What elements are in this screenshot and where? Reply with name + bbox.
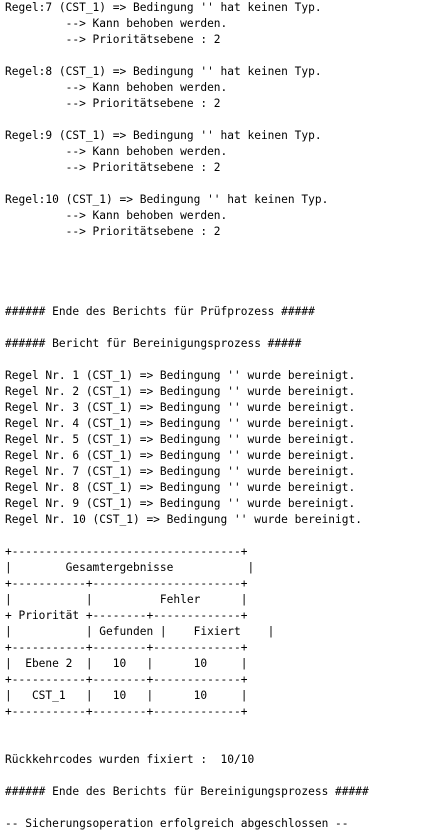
log-line [5,176,440,192]
section-end-check-report: ###### Ende des Berichts für Prüfprozess ##### [5,305,315,318]
section-start-cleanup-report: ###### Bericht für Bereinigungsprozess ##### [5,337,302,350]
log-line: Regel:8 (CST_1) => Bedingung '' hat keinen Typ. [5,65,322,78]
log-line [5,352,440,368]
log-line: --> Kann behoben werden. [5,145,228,158]
return-codes-line: Rückkehrcodes wurden fixiert : 10/10 [5,753,255,766]
log-line [5,736,440,752]
summary-table-line: | CST_1 | 10 | 10 | [5,689,248,702]
backup-success-line: -- Sicherungsoperation erfolgreich abgeschlossen -- [5,817,349,830]
cleanup-rule-line: Regel Nr. 4 (CST_1) => Bedingung '' wurde bereinigt. [5,417,356,430]
section-end-cleanup-report: ###### Ende des Berichts für Bereinigungsprozess ##### [5,785,369,798]
log-line [5,256,440,272]
log-line [5,272,440,288]
summary-table-line: +-----------+--------+-------------+ [5,641,248,654]
summary-table-line: +----------------------------------+ [5,545,248,558]
log-line [5,288,440,304]
cleanup-rule-line: Regel Nr. 8 (CST_1) => Bedingung '' wurde bereinigt. [5,481,356,494]
log-line: --> Kann behoben werden. [5,209,228,222]
log-line: --> Kann behoben werden. [5,17,228,30]
log-line [5,48,440,64]
summary-table-line: | | Fehler | [5,593,248,606]
log-line: --> Prioritätsebene : 2 [5,161,221,174]
log-line [5,112,440,128]
summary-table-line: + Priorität +--------+-------------+ [5,609,248,622]
cleanup-rule-line: Regel Nr. 5 (CST_1) => Bedingung '' wurde bereinigt. [5,433,356,446]
summary-table-line: | | Gefunden | Fixiert | [5,625,275,638]
summary-table-line: +-----------+--------+-------------+ [5,673,248,686]
log-line [5,528,440,544]
summary-table-line: | Gesamtergebnisse | [5,561,255,574]
log-line: --> Prioritätsebene : 2 [5,33,221,46]
log-line: Regel:9 (CST_1) => Bedingung '' hat keinen Typ. [5,129,322,142]
cleanup-rule-line: Regel Nr. 2 (CST_1) => Bedingung '' wurde bereinigt. [5,385,356,398]
log-line: --> Prioritätsebene : 2 [5,97,221,110]
cleanup-rule-line: Regel Nr. 10 (CST_1) => Bedingung '' wurde bereinigt. [5,513,362,526]
log-line [5,768,440,784]
cleanup-rule-line: Regel Nr. 9 (CST_1) => Bedingung '' wurde bereinigt. [5,497,356,510]
cleanup-rule-line: Regel Nr. 3 (CST_1) => Bedingung '' wurde bereinigt. [5,401,356,414]
log-line: Regel:10 (CST_1) => Bedingung '' hat keinen Typ. [5,193,329,206]
summary-table-line: +-----------+--------+-------------+ [5,705,248,718]
cleanup-rule-line: Regel Nr. 7 (CST_1) => Bedingung '' wurde bereinigt. [5,465,356,478]
log-line: --> Kann behoben werden. [5,81,228,94]
log-line [5,800,440,816]
log-line [5,720,440,736]
log-line: Regel:7 (CST_1) => Bedingung '' hat keinen Typ. [5,1,322,14]
summary-table-line: +-----------+----------------------+ [5,577,248,590]
cleanup-rule-line: Regel Nr. 1 (CST_1) => Bedingung '' wurde bereinigt. [5,369,356,382]
log-line [5,320,440,336]
log-line [5,240,440,256]
log-line: --> Prioritätsebene : 2 [5,225,221,238]
cleanup-rule-line: Regel Nr. 6 (CST_1) => Bedingung '' wurde bereinigt. [5,449,356,462]
summary-table-line: | Ebene 2 | 10 | 10 | [5,657,248,670]
